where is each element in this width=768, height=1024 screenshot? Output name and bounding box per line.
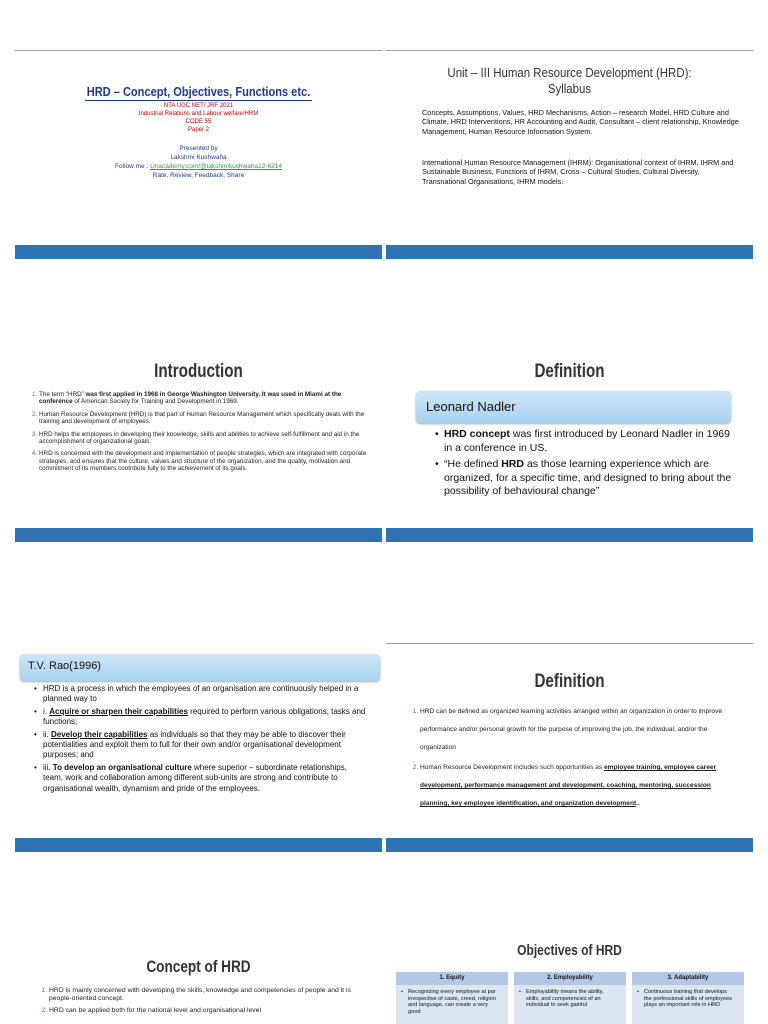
tv-rao-bullet: • i. Acquire or sharpen their capabilities required to perform various obligations, tasks and functions; bbox=[43, 707, 366, 728]
concept-title: Concept of HRD bbox=[146, 957, 251, 976]
tv-rao-bullet: • iii. To develop an organisational culture where superior – subordinate relationships, team, work and collaboration among different sub-units are strong and contribute to organisational wealth, dynamism and pride of the employees. bbox=[43, 763, 366, 794]
nadler-bullet: • HRD concept was first introduced by Leonard Nadler in 1969 in a conference in US. bbox=[444, 428, 733, 455]
slide-footer-bar bbox=[386, 245, 753, 259]
introduction-item: 4. HRD is concerned with the development and implementation of people strategies, which are integrated with corporate strategies, and ensures that the culture, values and structure of the organization, and the quality, motivation and commitment of its members contribute fully to the achievement of its goals. bbox=[39, 450, 372, 472]
objective-box-adaptability bbox=[632, 972, 744, 1024]
slide-concept-of-hrd bbox=[15, 936, 382, 1024]
slide-introduction bbox=[15, 333, 382, 542]
objective-box-header: 3. Adaptability bbox=[632, 972, 744, 985]
definition-list bbox=[396, 703, 737, 818]
slide-title-heading: HRD – Concept, Objectives, Functions etc. bbox=[86, 84, 311, 99]
concept-list bbox=[25, 987, 362, 1020]
bullet-marker: • bbox=[637, 989, 639, 995]
concept-item: 1. HRD is mainly concerned with developing the skills, knowledge and competencies of people and it is people-oriented concept. bbox=[49, 987, 362, 1003]
bullet-marker: • bbox=[401, 989, 403, 995]
tv-rao-bullets bbox=[29, 684, 366, 794]
objective-box-employability bbox=[514, 972, 626, 1024]
objective-box-text: Employability means the ability, skills, and competencies of an individual to seek gainful • bbox=[519, 989, 604, 1009]
objective-box-header: 2. Employability bbox=[514, 972, 626, 985]
slide-tv-rao bbox=[15, 643, 382, 852]
introduction-item: 3. HRD helps the employees in developing their knowledge, skills and abilities to achieve self-fulfillment and aid in the accomplishment of organizational goals. bbox=[39, 431, 372, 446]
slide-footer-bar bbox=[15, 528, 382, 542]
slide-top-rule bbox=[386, 50, 753, 51]
follow-line bbox=[15, 163, 382, 170]
callout-leonard-nadler: Leonard Nadler bbox=[416, 391, 731, 423]
objective-box-text: Continuous training that develops the professional skills of employees plays an important role in HRD • bbox=[637, 989, 732, 1009]
syllabus-paragraph-ihrm: International Human Resource Management (IHRM): Organisational context of IHRM, IHRM and Sustainable Business, Functions of IHRM, Cross – Cultural Studies, Cultural Diversity, Transnational Organisations, IHRM models. bbox=[422, 158, 734, 186]
syllabus-title-line2: Syllabus bbox=[547, 81, 592, 96]
definition-item: 2. Human Resource Development includes such opportunities as employee training, employee career development, performance management and development, coaching, mentoring, succession planning, key employee identification, and organization development.. bbox=[420, 759, 737, 813]
introduction-item: 2. Human Resource Development (HRD) is that part of Human Resource Management which specifically deals with the training and development of employees. bbox=[39, 411, 372, 426]
rate-review-line: Rate, Review, Feedback, Share bbox=[152, 172, 245, 179]
objectives-title: Objectives of HRD bbox=[517, 942, 622, 959]
introduction-title: Introduction bbox=[154, 361, 243, 382]
slide-footer-bar bbox=[386, 528, 753, 542]
objective-box-text: Recognizing every employee at par irrespective of caste, creed, religion and language, can create a very good • bbox=[401, 989, 496, 1015]
slide-objectives-of-hrd bbox=[386, 936, 753, 1024]
nadler-bullet: • “He defined HRD as those learning experience which are organized, for a specific time, and designed to bring about the possibility of behavioural change” bbox=[444, 458, 733, 499]
introduction-list bbox=[15, 391, 372, 478]
slide-footer-bar bbox=[15, 838, 382, 852]
definition-title: Definition bbox=[534, 671, 605, 692]
subject-name: Industrial Relations and Labour welfare/HRM bbox=[138, 111, 259, 117]
slide-top-rule bbox=[386, 643, 753, 644]
paper-number: Paper 2 bbox=[187, 127, 209, 133]
exam-name: NTA UGC NET/ JRF 2021 bbox=[163, 103, 234, 109]
objective-box-equity bbox=[396, 972, 508, 1024]
tv-rao-bullet: • HRD is a process in which the employees of an organisation are continuously helped in a planned way to bbox=[43, 684, 366, 705]
objective-box-header: 1. Equity bbox=[396, 972, 508, 985]
definition-title: Definition bbox=[534, 361, 605, 382]
slide-top-rule bbox=[15, 50, 382, 51]
bullet-marker: • bbox=[519, 989, 521, 995]
syllabus-paragraph-hrd: Concepts, Assumptions, Values, HRD Mechanisms, Action – research Model, HRD Culture and Climate, HRD Interventions, HR Accounting and Audit, Consultant – client relationship, Knowledge Management, Human Resource Information System. bbox=[422, 108, 739, 136]
follow-label: Follow me : bbox=[115, 163, 151, 170]
slide-syllabus bbox=[386, 50, 753, 259]
introduction-item: 1. The term “HRD” was first applied in 1968 in George Washington University. It was used in Miami at the conference of American Society for Training and Development in 1969. bbox=[39, 391, 372, 406]
presented-by-label: Presented by bbox=[179, 145, 218, 152]
slide-footer-bar bbox=[15, 245, 382, 259]
subject-code: CODE 55 bbox=[185, 119, 212, 125]
concept-item: 2. HRD can be applied both for the national level and organisational level bbox=[49, 1007, 362, 1015]
callout-tv-rao: T.V. Rao(1996) bbox=[20, 654, 380, 681]
syllabus-title-line1: Unit – III Human Resource Development (HRD): bbox=[447, 65, 692, 80]
tv-rao-bullet: • ii. Develop their capabilities as individuals so that they may be able to discover their potentialities and exploit them to full for their own and/or organisational development purposes; and bbox=[43, 730, 366, 761]
presenter-name: Lakshmi Kushwaha bbox=[170, 154, 227, 161]
nadler-bullets bbox=[430, 428, 733, 499]
slide-definition-hrd bbox=[386, 643, 753, 852]
definition-item: 1. HRD can be defined as organized learning activities arranged within an organization in order to improve performance and/or personal growth for the purpose of improving the job, the individual, and/or the organization bbox=[420, 703, 737, 757]
slide-title bbox=[15, 50, 382, 259]
slide-definition-nadler bbox=[386, 333, 753, 542]
follow-link[interactable]: Unacademy.com/@lakshmikushwaha12-6214 bbox=[150, 163, 282, 170]
slide-footer-bar bbox=[386, 838, 753, 852]
